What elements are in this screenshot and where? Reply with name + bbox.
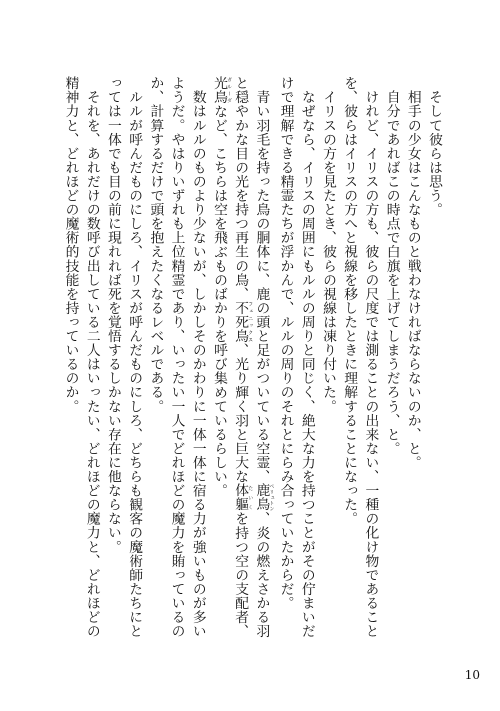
ruby-peryton-reading: ペリュトン — [268, 483, 275, 512]
ruby-phoenix — [232, 300, 254, 343]
paragraph-7 — [208, 76, 275, 641]
paragraph-1: そして彼らは思う。 — [426, 76, 442, 217]
ruby-peryton — [253, 483, 275, 512]
ruby-taikyo — [232, 483, 254, 512]
paragraph-8: 数はルルのものより少ないが、しかしそのかわりに一体一体に宿る力が強いものが多いようだ。やはりいずれも上位精霊であり、いったい一人でどれほどの魔力を賄っているのか、計算するだけで頭を抱えたくなるレベルである。 — [147, 76, 206, 638]
ruby-taikyo-base: 体軀 — [232, 483, 249, 512]
ruby-garuda-base: 光鳥 — [210, 76, 227, 105]
ruby-garuda — [210, 76, 232, 105]
paragraph-10: それを、あれだけの数呼び出している二人はいったい、どれほどの魔力と、どれほどの精神力と、どれほどの魔術的技能を持っているのか。 — [62, 76, 100, 638]
paragraph-7-part-a: 青い羽毛を持った鳥の胴体に、鹿の頭と足がついている空霊、 — [253, 76, 270, 484]
ruby-garuda-reading: ガルーダ — [225, 76, 232, 105]
paragraph-3: 自分であればこの時点で白旗を上げてしまうだろう、と。 — [383, 76, 400, 456]
ruby-phoenix-reading: フェニックス — [247, 300, 254, 343]
page-number: 10 — [464, 668, 480, 682]
paragraph-7-part-c: 、光り輝く羽と巨大な — [232, 342, 249, 484]
ruby-phoenix-base: 不死鳥 — [232, 300, 249, 343]
paragraph-7-part-b: 、炎の燃えさかる羽と穏やかな目の光を持つ再生の鳥、 — [232, 76, 270, 639]
paragraph-7-part-d: を持つ空の支配者、 — [232, 511, 249, 639]
ruby-taikyo-reading: たいく — [247, 483, 254, 512]
paragraph-2: 相手の少女はこんなものと戦わなければならないのか、と。 — [404, 76, 421, 470]
paragraph-7-part-e: など、こちらは空を飛ぶものばかりを呼び集めているらしい。 — [210, 104, 227, 498]
paragraph-4: けれど、イリスの方も、彼らの尺度では測ることの出来ない、一種の化け物であることを、彼らはイリスの方へと視線を移したときに理解することになった。 — [341, 76, 379, 638]
ruby-peryton-base: 鹿鳥 — [253, 483, 270, 512]
paragraph-5: イリスの方を見たとき、彼らの視線は凍り付いた。 — [319, 76, 336, 414]
vertical-text-block — [44, 76, 444, 641]
paragraph-9: ルルが呼んだものにしろ、イリスが呼んだものにしろ、どちらも観客の魔術師たちにとっては一体でも目の前に現れれば死を覚悟するしかない存在に他ならない。 — [104, 76, 143, 638]
paragraph-6: なぜなら、イリスの周囲にもルルの周りと同じく、絶大な力を持つことがその佇まいだけで理解できる精霊たちが浮かんで、ルルの周りのそれとにらみ合っていたからだ。 — [277, 76, 315, 638]
